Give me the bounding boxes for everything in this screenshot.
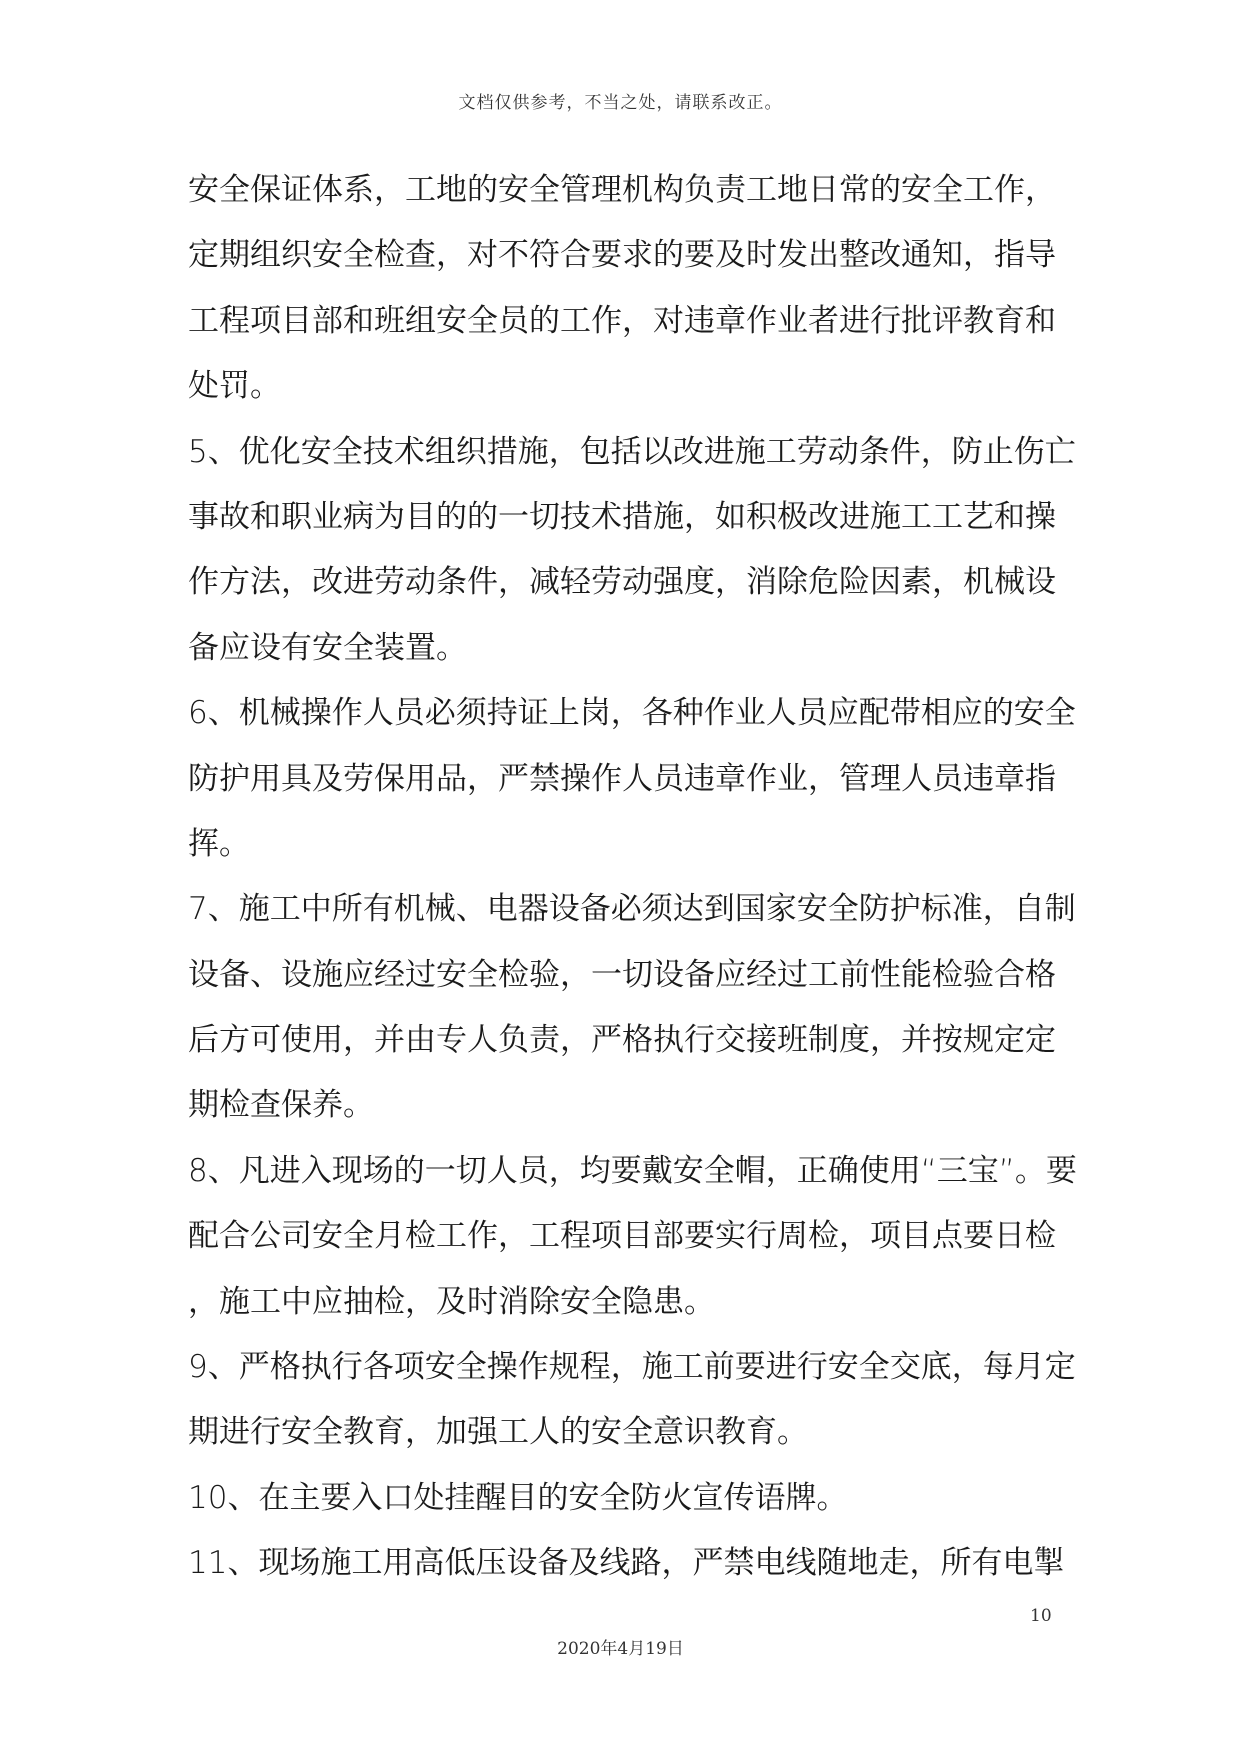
page-header-disclaimer: 文档仅供参考，不当之处，请联系改正。	[458, 93, 783, 113]
text-line: 6、机械操作人员必须持证上岗，各种作业人员应配带相应的安全	[188, 695, 1076, 732]
text-line: 后方可使用，并由专人负责，严格执行交接班制度，并按规定定	[188, 1022, 1056, 1059]
text-line: 期检查保养。	[188, 1087, 374, 1124]
text-line: 配合公司安全月检工作，工程项目部要实行周检，项目点要日检	[188, 1218, 1056, 1255]
text-line: 防护用具及劳保用品，严禁操作人员违章作业，管理人员违章指	[188, 760, 1056, 797]
text-line: 7、施工中所有机械、电器设备必须达到国家安全防护标准，自制	[188, 891, 1076, 928]
text-line: 11、现场施工用高低压设备及线路，严禁电线随地走，所有电掣	[188, 1545, 1065, 1582]
text-line: 10、在主要入口处挂醒目的安全防火宣传语牌。	[188, 1479, 848, 1516]
document-body	[188, 158, 1077, 1597]
text-line: 期进行安全教育，加强工人的安全意识教育。	[188, 1414, 808, 1451]
footer-date: 2020年4月19日	[557, 1639, 684, 1659]
page-number: 10	[1030, 1606, 1052, 1626]
text-line: 9、严格执行各项安全操作规程，施工前要进行安全交底，每月定	[188, 1349, 1076, 1386]
text-line: 备应设有安全装置。	[188, 629, 467, 666]
text-line: 8、凡进入现场的一切人员，均要戴安全帽，正确使用“三宝”。要	[188, 1152, 1077, 1189]
text-line: 定期组织安全检查，对不符合要求的要及时发出整改通知，指导	[188, 237, 1056, 274]
text-line: 处罚。	[188, 368, 281, 405]
text-line: 设备、设施应经过安全检验，一切设备应经过工前性能检验合格	[188, 956, 1056, 993]
text-line: 挥。	[188, 825, 250, 862]
text-line: ，施工中应抽检，及时消除安全隐患。	[188, 1283, 715, 1320]
text-line: 5、优化安全技术组织措施，包括以改进施工劳动条件，防止伤亡	[188, 433, 1076, 470]
text-line: 安全保证体系，工地的安全管理机构负责工地日常的安全工作，	[188, 172, 1056, 208]
text-line: 事故和职业病为目的的一切技术措施，如积极改进施工工艺和操	[188, 498, 1056, 535]
text-line: 作方法，改进劳动条件，减轻劳动强度，消除危险因素，机械设	[188, 564, 1056, 601]
text-line: 工程项目部和班组安全员的工作，对违章作业者进行批评教育和	[188, 302, 1056, 339]
